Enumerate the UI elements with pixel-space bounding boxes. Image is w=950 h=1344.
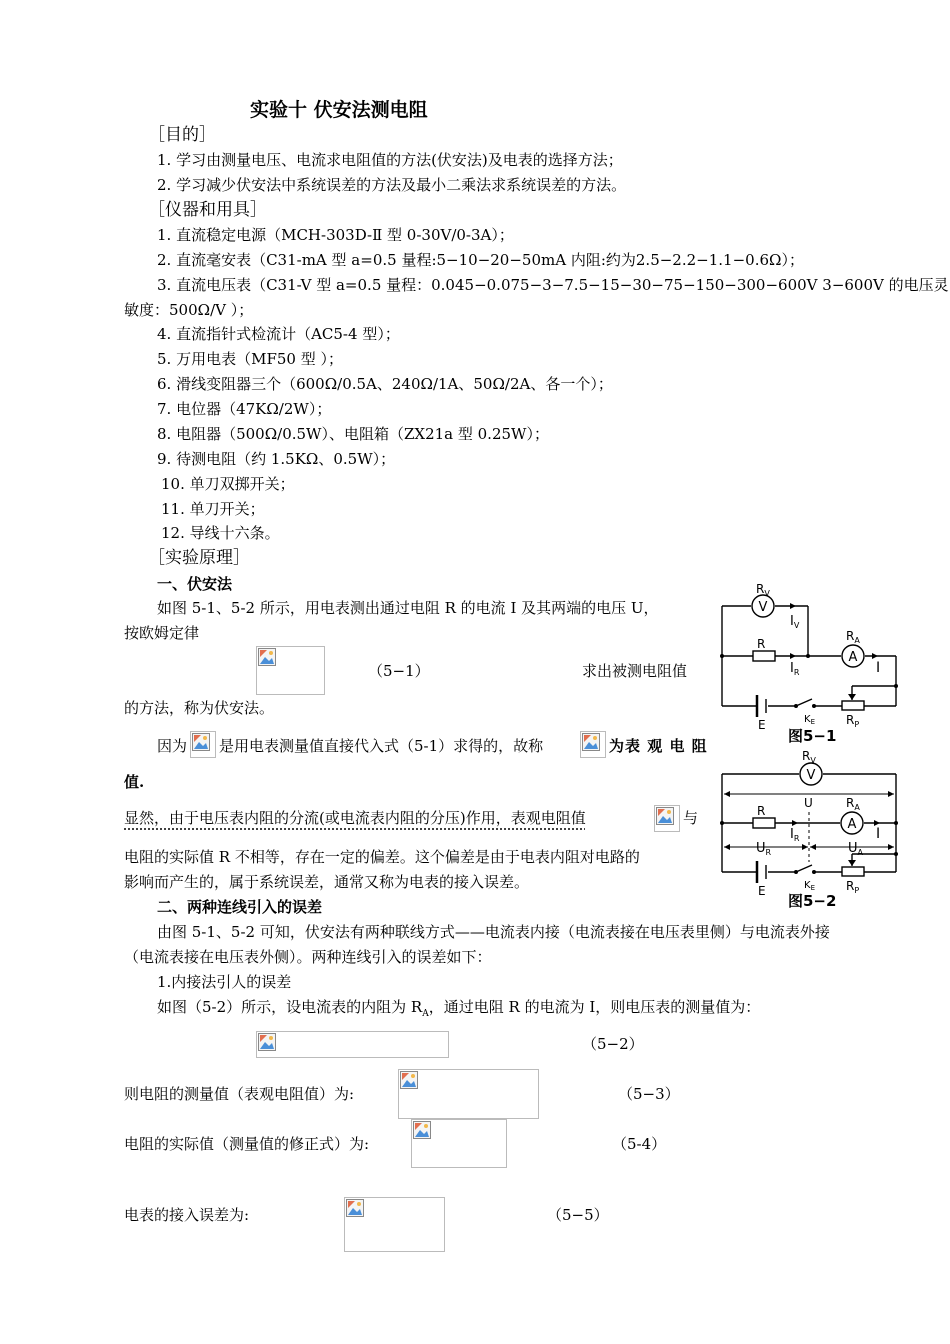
resistor-r [753, 651, 775, 661]
paragraph-line: 按欧姆定律 [124, 624, 200, 642]
equipment-item: 9. 待测电阻（约 1.5KΩ、0.5W）； [157, 450, 396, 468]
equipment-item: 8. 电阻器（500Ω/0.5W）、电阻箱（ZX21a 型 0.25W）； [157, 425, 549, 443]
label-rv: $R_V$ [802, 749, 816, 765]
label-ra: $R_A$ [846, 796, 860, 812]
label-r: R [757, 637, 766, 651]
current-arrow [790, 653, 796, 659]
apparent-resistance-symbol-image [654, 805, 680, 832]
equipment-item: 11. 单刀开关； [161, 500, 265, 518]
label-e: E [758, 884, 766, 898]
label-i: I [876, 826, 881, 842]
broken-image-icon [258, 648, 276, 666]
equation-5-4-image [411, 1119, 507, 1168]
voltage-arrow [724, 844, 730, 850]
label-ir: $I_R$ [790, 661, 800, 677]
subheading-internal: 1.内接法引人的误差 [157, 973, 292, 991]
paragraph-line: 因为 [157, 737, 188, 755]
paragraph-line: 求出被测电阻值 [582, 662, 688, 680]
paragraph-line: 是用电表测量值直接代入式（5-1）求得的，故称 [219, 737, 544, 755]
circuit-diagram-5-1 [718, 578, 908, 746]
paragraph-line: （电流表接在电压表外侧）。两种连线引入的误差如下： [124, 948, 492, 966]
label-i: I [876, 660, 881, 676]
bold-term: 为表 观 电 阻 [609, 737, 708, 755]
label-r: R [757, 804, 766, 818]
label-rv: $R_V$ [756, 582, 770, 598]
svg-text:A: A [847, 817, 857, 832]
equipment-item: 7. 电位器（47KΩ/2W）； [157, 400, 332, 418]
label-ua: $U_A$ [848, 841, 863, 857]
voltage-arrow [802, 844, 808, 850]
current-arrow [872, 653, 878, 659]
equation-number: （5−3） [618, 1085, 680, 1103]
section-purpose: ［目的］ [148, 125, 216, 145]
equipment-item: 3. 直流电压表（C31-V 型 a=0.5 量程：0.045−0.075−3−7.5−15−30−75−150−300−600V 3−600V 的电压灵 [157, 276, 949, 294]
broken-image-icon [400, 1071, 418, 1089]
svg-text:V: V [806, 768, 816, 783]
paragraph-line: 的方法，称为伏安法。 [124, 699, 275, 717]
paragraph-line: 电阻的实际值（测量值的修正式）为: [124, 1135, 370, 1153]
page-title: 实验十 伏安法测电阻 [250, 99, 428, 121]
paragraph-line: 如图（5-2）所示，设电流表的内阻为 $R_A$，通过电阻 R 的电流为 I，则电压表的测量值为： [157, 998, 761, 1019]
label-rp: $R_P$ [846, 879, 860, 895]
equipment-item: 10. 单刀双掷开关； [161, 475, 295, 493]
voltmeter [752, 595, 774, 617]
purpose-item: 2. 学习减少伏安法中系统误差的方法及最小二乘法求系统误差的方法。 [157, 176, 627, 194]
paragraph-line: 与 [683, 809, 699, 827]
label-ke: $K_E$ [804, 880, 815, 892]
equation-number: （5−5） [547, 1206, 609, 1224]
paragraph-line: 电表的接入误差为: [124, 1206, 250, 1224]
label-ur: $U_R$ [756, 841, 772, 857]
svg-text:V: V [758, 600, 768, 615]
rheostat-slider-arrow [848, 860, 856, 866]
label-iv: $I_V$ [790, 614, 800, 630]
figure-caption-5-2: 图5−2 [788, 892, 837, 910]
ammeter [841, 812, 863, 834]
equation-number: （5-4） [612, 1135, 667, 1153]
current-arrow [790, 603, 796, 609]
section-principle: ［实验原理］ [148, 548, 250, 568]
svg-text:A: A [848, 650, 858, 665]
broken-image-icon [346, 1199, 364, 1217]
rheostat [842, 867, 864, 876]
broken-image-icon [258, 1033, 276, 1051]
equipment-item: 1. 直流稳定电源（MCH-303D-Ⅱ 型 0-30V/0-3A）； [157, 226, 514, 244]
ammeter [842, 645, 864, 667]
bold-term: 值. [124, 773, 145, 791]
apparent-resistance-symbol-image [580, 731, 606, 758]
label-ir: $I_R$ [790, 827, 800, 843]
equation-5-3-image [398, 1069, 539, 1119]
equipment-item: 2. 直流毫安表（C31-mA 型 a=0.5 量程:5−10−20−50mA 内阻:约为2.5−2.2−1.1−0.6Ω）； [157, 251, 804, 269]
voltage-arrow [810, 844, 816, 850]
resistor-r [753, 818, 775, 828]
label-rp: $R_P$ [846, 713, 860, 729]
purpose-item: 1. 学习由测量电压、电流求电阻值的方法(伏安法)及电表的选择方法； [157, 151, 623, 169]
equipment-item: 5. 万用电表（MF50 型 ）； [157, 350, 343, 368]
equation-number: （5−1） [368, 662, 430, 680]
label-e: E [758, 718, 766, 732]
voltage-arrow [888, 791, 894, 797]
paragraph-line: 则电阻的测量值（表观电阻值）为: [124, 1085, 355, 1103]
figure-caption-5-1: 图5−1 [788, 727, 837, 745]
current-arrow [792, 820, 798, 826]
equipment-item: 12. 导线十六条。 [161, 524, 280, 542]
equation-number: （5−2） [582, 1035, 644, 1053]
paragraph-line: 由图 5-1、5-2 可知，伏安法有两种联线方式——电流表内接（电流表接在电压表里侧）与电流表外接 [157, 923, 830, 941]
equation-5-2-image [256, 1031, 449, 1058]
voltage-arrow [724, 791, 730, 797]
battery [757, 695, 766, 717]
rheostat-slider-arrow [848, 694, 856, 700]
subheading-two-wirings: 二、两种连线引入的误差 [157, 898, 323, 916]
paragraph-line: 如图 5-1、5-2 所示，用电表测出通过电阻 R 的电流 I 及其两端的电压 U， [157, 599, 659, 617]
circuit-diagram-5-2 [718, 749, 908, 912]
voltage-arrow [888, 844, 894, 850]
equipment-item: 6. 滑线变阻器三个（600Ω/0.5A、240Ω/1A、50Ω/2A、各一个）； [157, 375, 613, 393]
label-ke: $K_E$ [804, 714, 815, 726]
subheading-voltammetry: 一、伏安法 [157, 575, 233, 593]
rheostat [842, 701, 864, 710]
battery [757, 861, 766, 883]
paragraph-line: 影响而产生的，属于系统误差，通常又称为电表的接入误差。 [124, 873, 530, 891]
broken-image-icon [656, 807, 674, 825]
broken-image-icon [413, 1121, 431, 1139]
equipment-item-cont: 敏度：500Ω/V ）； [124, 301, 254, 319]
broken-image-icon [582, 733, 600, 751]
paragraph-line: 电阻的实际值 R 不相等，存在一定的偏差。这个偏差是由于电表内阻对电路的 [124, 848, 640, 866]
label-u: U [804, 796, 813, 810]
label-ra: $R_A$ [846, 629, 860, 645]
apparent-resistance-symbol-image [190, 731, 216, 758]
equation-5-5-image [344, 1197, 445, 1252]
broken-image-icon [192, 733, 210, 751]
section-equipment: ［仪器和用具］ [148, 200, 267, 220]
equipment-item: 4. 直流指针式检流计（AC5-4 型）； [157, 325, 400, 343]
voltmeter [800, 763, 822, 785]
paragraph-line-emphasized: 显然，由于电压表内阻的分流(或电流表内阻的分压)作用，表观电阻值 [124, 809, 586, 827]
equation-5-1-image [256, 646, 325, 695]
